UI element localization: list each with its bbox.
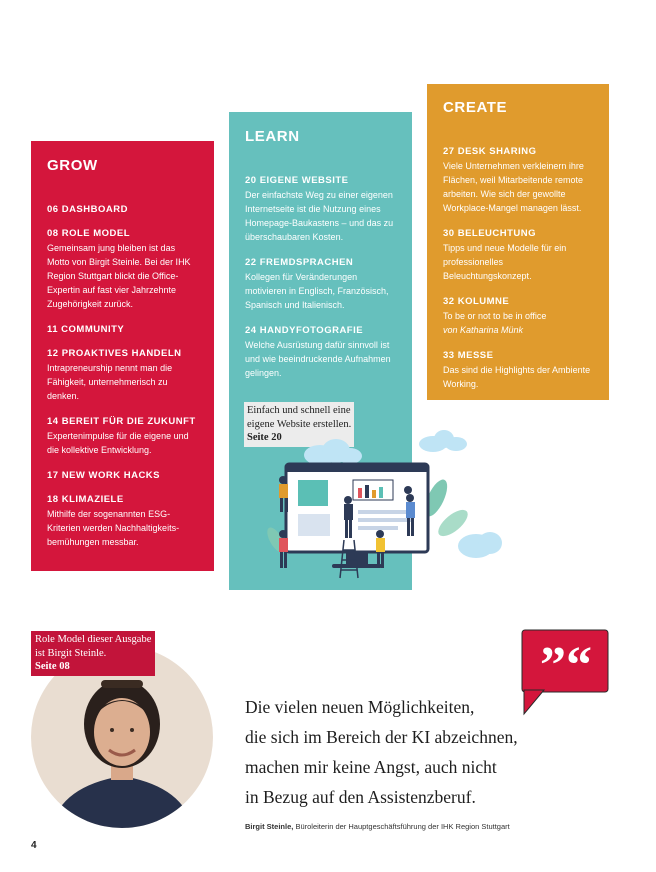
caption-page-ref: Seite 08	[35, 661, 70, 672]
toc-item-desc: To be or not to be in office	[443, 311, 547, 321]
quote-line: die sich im Bereich der KI abzeichnen,	[245, 727, 518, 747]
toc-item-fremdsprachen[interactable]	[245, 257, 396, 312]
toc-item-author	[443, 323, 593, 337]
cloud-icon	[304, 439, 362, 465]
toc-item-desc: Kollegen für Veränderungen motivieren in Englisch, Französisch, Spanisch und Italienisch.	[245, 272, 389, 310]
toc-item-eigene-website[interactable]	[245, 175, 396, 244]
caption-page-ref: Seite 20	[247, 432, 282, 443]
caption-line: ist Birgit Steinle.	[35, 647, 107, 659]
toc-item-title: 22 FREMDSPRACHEN	[245, 257, 354, 268]
pull-quote	[245, 692, 625, 812]
toc-item-desc: Der einfachste Weg zu einer eigenen Internetseite ist die Nutzung eines Homepage-Baukastens – und das zu überschaubaren Kosten.	[245, 190, 394, 242]
toc-item-desc: Viele Unternehmen verkleinern ihre Flächen, weil Mitarbeitende remote arbeiten. Wie sich der gewollte Workplace-Mangel managen lässt.	[443, 161, 584, 213]
toc-item-title: 17 NEW WORK HACKS	[47, 470, 161, 481]
create-heading: CREATE	[443, 99, 508, 116]
toc-item-handyfotografie[interactable]	[245, 325, 396, 380]
toc-item-desc: Welche Ausrüstung dafür sinnvoll ist und wie beeindruckende Aufnahmen gelingen.	[245, 340, 391, 378]
toc-item-role-model[interactable]	[47, 228, 198, 311]
role-model-caption	[31, 631, 155, 676]
cloud-icon	[458, 532, 502, 558]
toc-item-title: 06 DASHBOARD	[47, 204, 128, 215]
toc-item-title: 18 KLIMAZIELE	[47, 494, 124, 505]
toc-item-desc: Mithilfe der sogenannten ESG-Kriterien werden Nachhaltigkeits-bemühungen messbar.	[47, 509, 180, 547]
grow-heading: GROW	[47, 157, 98, 174]
quote-line: Die vielen neuen Möglichkeiten,	[245, 697, 475, 717]
toc-item-desc: Das sind die Highlights der Ambiente Working.	[443, 365, 591, 389]
toc-item-desc: Tipps und neue Modelle für ein professionelles Beleuchtungskonzept.	[443, 243, 567, 281]
grow-column	[31, 141, 214, 571]
caption-line: Role Model dieser Ausgabe	[35, 634, 152, 645]
toc-item-proaktives-handeln[interactable]	[47, 348, 198, 403]
page-number: 4	[31, 840, 37, 851]
quote-mark: ”“	[540, 637, 592, 694]
website-builder-illustration	[258, 428, 508, 588]
person-icon	[279, 476, 288, 512]
toc-item-beleuchtung[interactable]	[443, 228, 593, 283]
toc-item-title: 14 BEREIT FÜR DIE ZUKUNFT	[47, 416, 196, 427]
quote-line: machen mir keine Angst, auch nicht	[245, 757, 497, 777]
toc-item-kolumne[interactable]	[443, 296, 593, 337]
toc-item-title: 08 ROLE MODEL	[47, 228, 131, 239]
toc-item-community[interactable]	[47, 324, 198, 335]
quote-author: Birgit Steinle,	[245, 822, 294, 831]
learn-heading: LEARN	[245, 128, 300, 145]
leaf-icon	[434, 505, 472, 540]
quote-attribution	[245, 822, 510, 831]
toc-item-dashboard[interactable]	[47, 204, 198, 215]
cloud-icon	[419, 430, 467, 452]
toc-item-new-work-hacks[interactable]	[47, 470, 198, 481]
toc-item-title: 27 DESK SHARING	[443, 146, 537, 157]
toc-item-title: 11 COMMUNITY	[47, 324, 125, 335]
toc-item-title: 33 MESSE	[443, 350, 494, 361]
quote-line: in Bezug auf den Assistenzberuf.	[245, 787, 476, 807]
create-column	[427, 84, 609, 400]
toc-item-desc: Intrapreneurship nennt man die Fähigkeit, unternehmerisch zu denken.	[47, 363, 173, 401]
toc-item-title: 24 HANDYFOTOGRAFIE	[245, 325, 364, 336]
toc-item-title: 12 PROAKTIVES HANDELN	[47, 348, 182, 359]
toc-item-desc: Expertenimpulse für die eigene und die kollektive Entwicklung.	[47, 431, 189, 455]
caption-line: Einfach und schnell eine	[247, 405, 351, 416]
toc-item-klimaziele[interactable]	[47, 494, 198, 549]
toc-item-messe[interactable]	[443, 350, 593, 391]
toc-item-title: 20 EIGENE WEBSITE	[245, 175, 349, 186]
toc-item-title: 30 BELEUCHTUNG	[443, 228, 537, 239]
toc-item-author-name: von Katharina Münk	[443, 325, 524, 335]
toc-item-desk-sharing[interactable]	[443, 146, 593, 215]
toc-item-title: 32 KOLUMNE	[443, 296, 510, 307]
quote-author-role: Büroleiterin der Hauptgeschäftsführung der IHK Region Stuttgart	[295, 822, 510, 831]
caption-page	[35, 660, 151, 674]
toc-item-bereit-fuer-die-zukunft[interactable]	[47, 416, 198, 457]
caption-line: eigene Website erstellen.	[247, 418, 352, 430]
toc-item-desc: Gemeinsam jung bleiben ist das Motto von Birgit Steinle. Bei der IHK Region Stuttgart blickt die Office-Expertin auf fast vier Jahrzehnte Zugehörigkeit zurück.	[47, 243, 191, 309]
